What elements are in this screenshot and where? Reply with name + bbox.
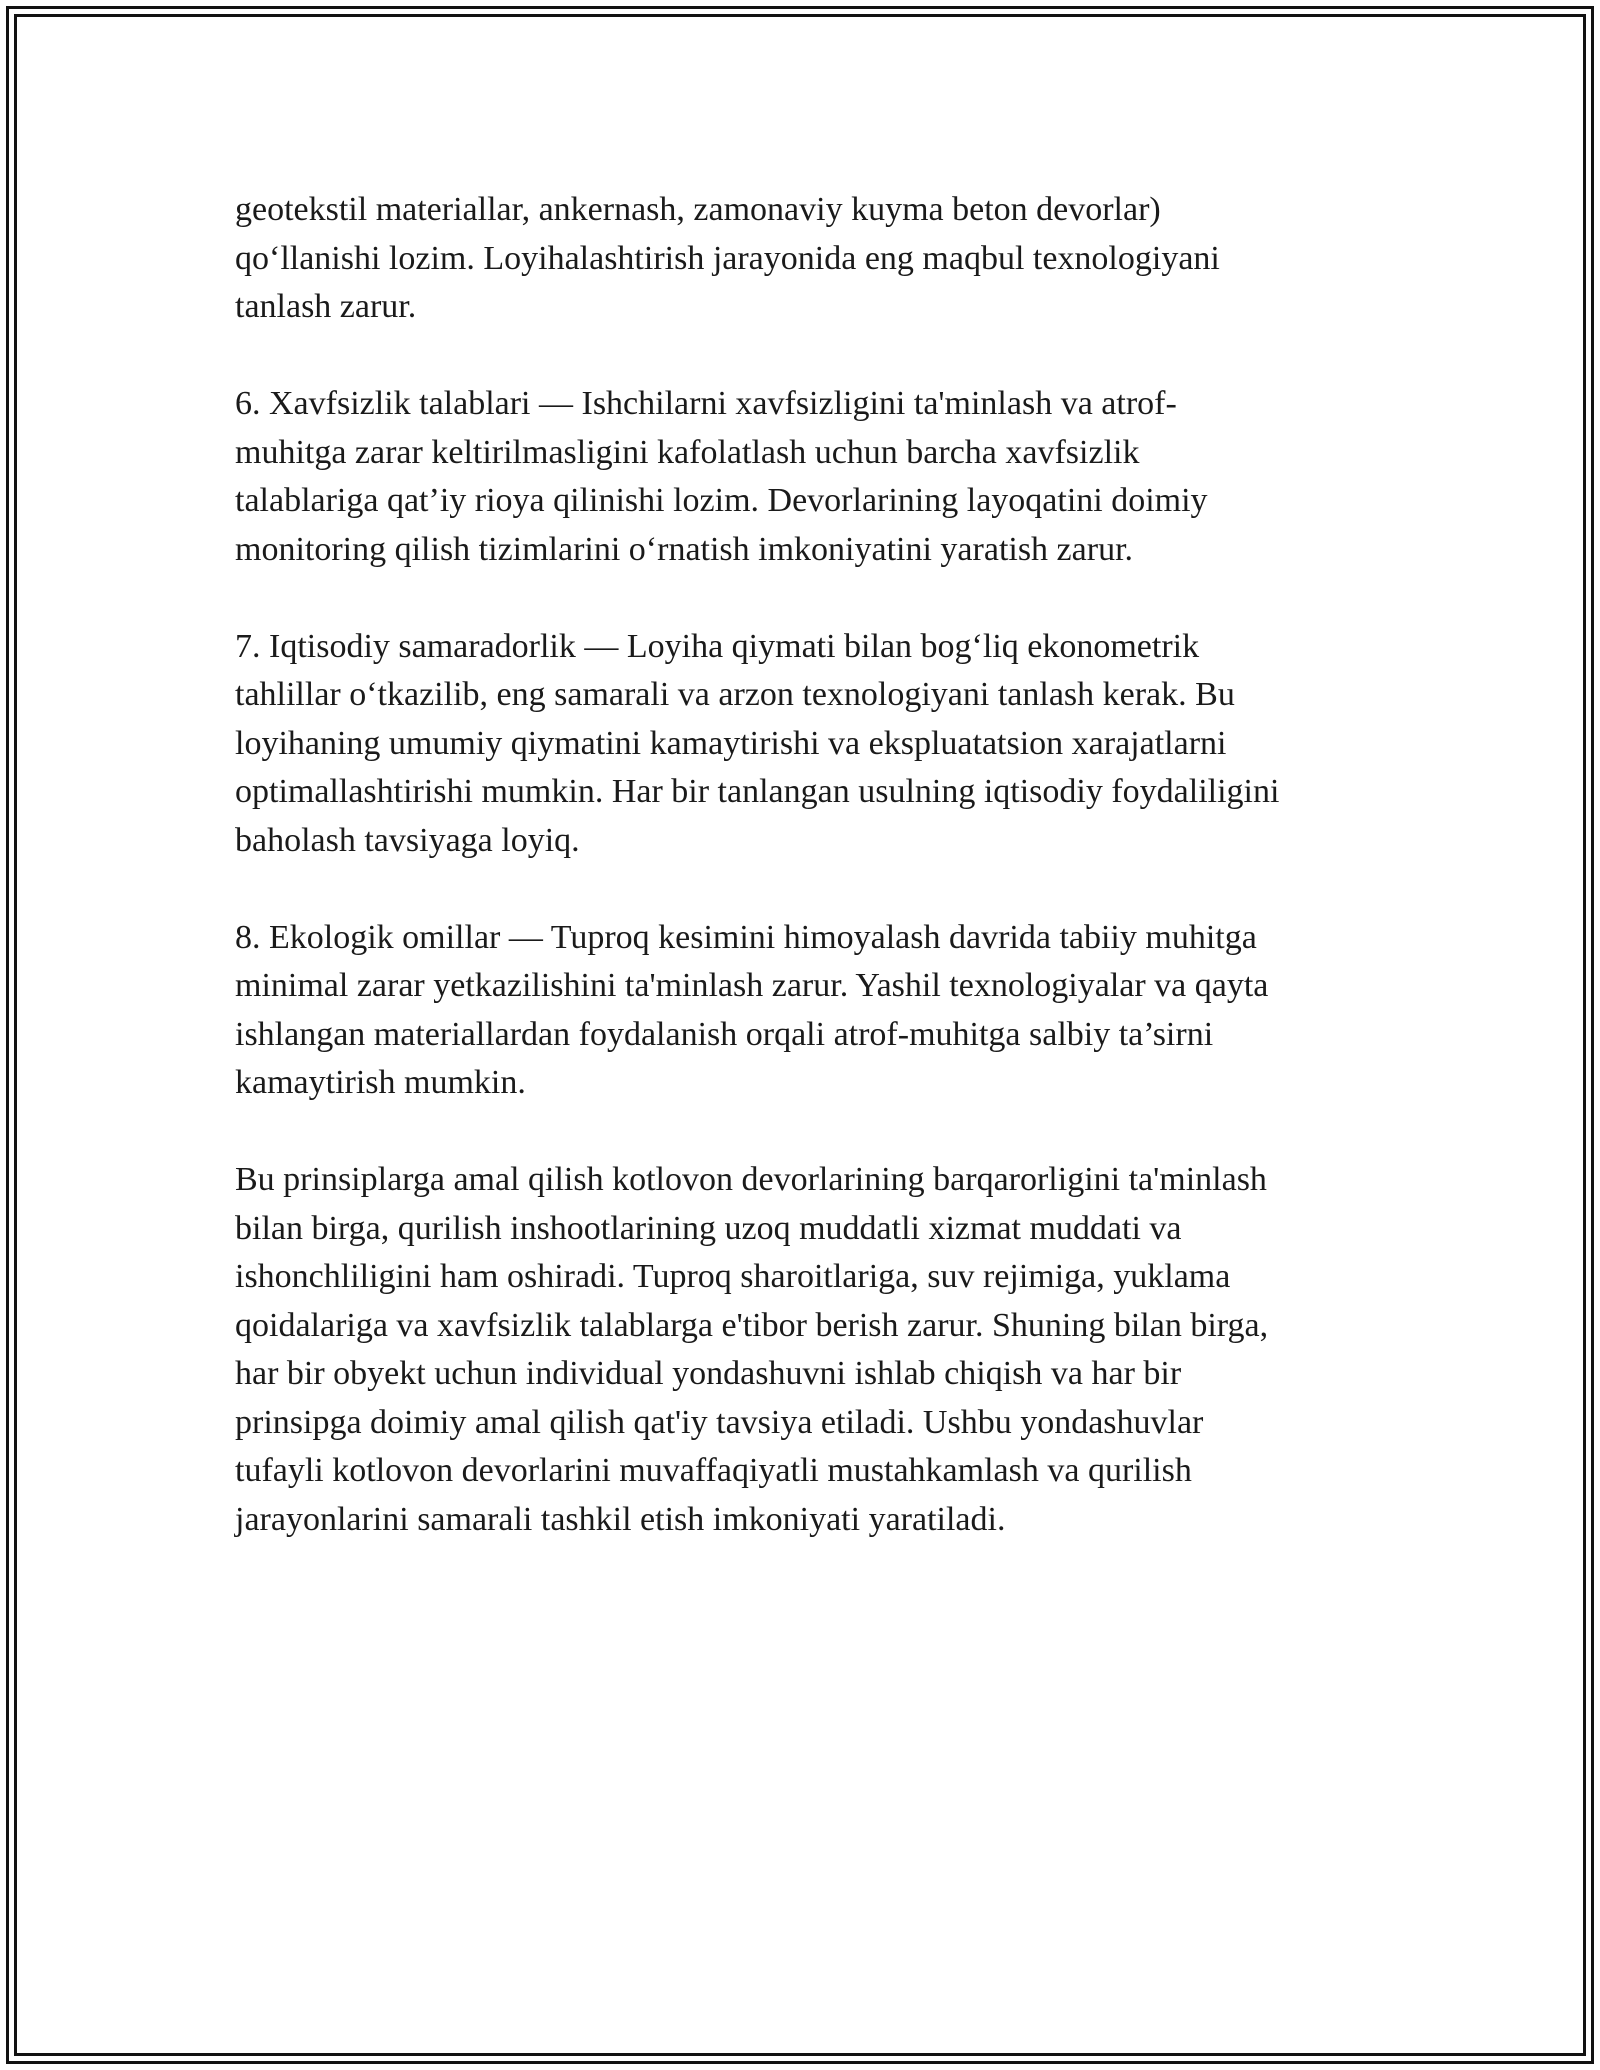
text-line: muhitga zarar keltirilmasligini kafolatlash uchun barcha xavfsizlik — [235, 433, 1140, 471]
text-line: optimallashtirishi mumkin. Har bir tanlangan usulning iqtisodiy foydaliligini — [235, 773, 1280, 810]
text-line: ishlangan materiallardan foydalanish orqali atrof-muhitga salbiy ta’sirni — [235, 1015, 1214, 1053]
paragraph-continuation — [235, 186, 1365, 332]
text-line: prinsipga doimiy amal qilish qat'iy tavsiya etiladi. Ushbu yondashuvlar — [235, 1403, 1204, 1441]
text-line: tanlash zarur. — [235, 288, 417, 325]
text-line: jarayonlarini samarali tashkil etish imkoniyati yaratiladi. — [235, 1500, 1006, 1538]
text-line: baholash tavsiyaga loyiq. — [235, 821, 580, 859]
text-line: Bu prinsiplarga amal qilish kotlovon devorlarining barqarorligini ta'minlash — [235, 1161, 1267, 1198]
text-line: talablariga qat’iy rioya qilinishi lozim. Devorlarining layoqatini doimiy — [235, 482, 1208, 519]
text-line: minimal zarar yetkazilishini ta'minlash zarur. Yashil texnologiyalar va qayta — [235, 967, 1269, 1004]
text-line: monitoring qilish tizimlarini o‘rnatish imkoniyatini yaratish zarur. — [235, 530, 1134, 568]
document-body — [235, 186, 1365, 1593]
text-line: har bir obyekt uchun individual yondashuvni ishlab chiqish va har bir — [235, 1355, 1182, 1392]
text-line: kamaytirish mumkin. — [235, 1064, 526, 1101]
text-line: qoidalariga va xavfsizlik talablarga e'tibor berish zarur. Shuning bilan birga, — [235, 1306, 1269, 1344]
text-line: tufayli kotlovon devorlarini muvaffaqiyatli mustahkamlash va qurilish — [235, 1452, 1192, 1489]
text-line: 8. Ekologik omillar — Tuproq kesimini himoyalash davrida tabiiy muhitga — [235, 918, 1257, 956]
text-line: tahlillar o‘tkazilib, eng samarali va arzon texnologiyani tanlash kerak. Bu — [235, 676, 1235, 713]
text-line: 6. Xavfsizlik talablari — Ishchilarni xavfsizligini ta'minlash va atrof- — [235, 385, 1177, 422]
text-line: bilan birga, qurilish inshootlarining uzoq muddatli xizmat muddati va — [235, 1209, 1182, 1247]
text-line: loyihaning umumiy qiymatini kamaytirishi va ekspluatatsion xarajatlarni — [235, 724, 1227, 762]
paragraph-economic-efficiency — [235, 623, 1365, 866]
paragraph-conclusion — [235, 1156, 1365, 1544]
text-line: 7. Iqtisodiy samaradorlik — Loyiha qiymati bilan bog‘liq ekonometrik — [235, 627, 1200, 665]
text-line: ishonchliligini ham oshiradi. Tuproq sharoitlariga, suv rejimiga, yuklama — [235, 1258, 1231, 1295]
text-line: qo‘llanishi lozim. Loyihalashtirish jarayonida eng maqbul texnologiyani — [235, 239, 1220, 277]
paragraph-ecological-factors — [235, 914, 1365, 1108]
paragraph-safety-requirements — [235, 380, 1365, 574]
text-line: geotekstil materiallar, ankernash, zamonaviy kuyma beton devorlar) — [235, 191, 1161, 228]
